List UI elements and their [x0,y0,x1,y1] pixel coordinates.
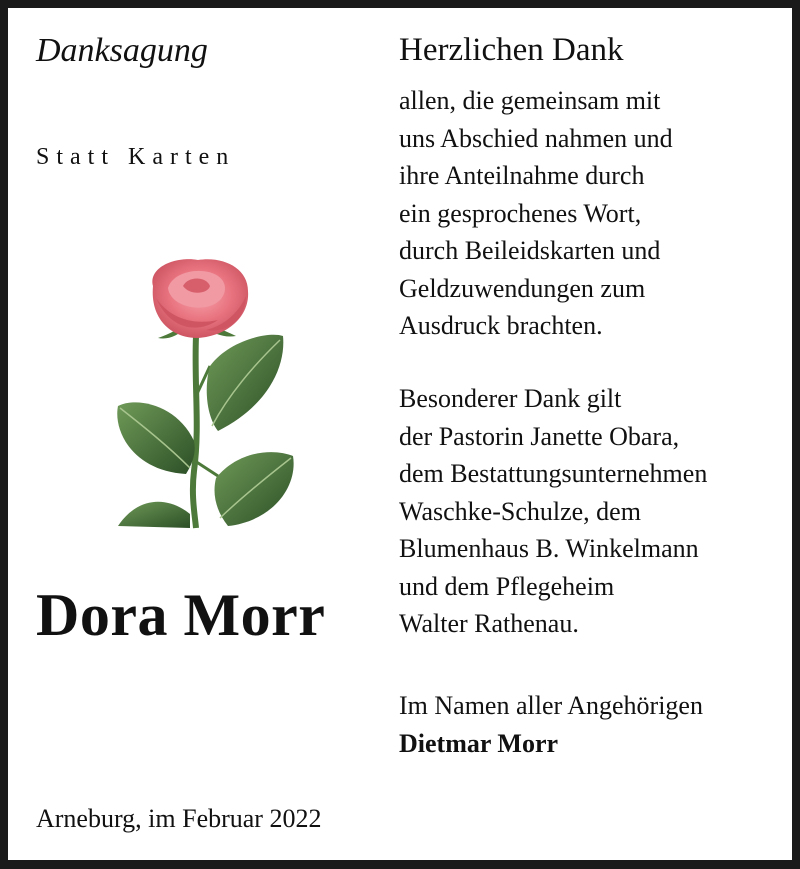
text-line: ihre Anteilnahme durch [399,161,645,190]
signer-name: Dietmar Morr [399,728,559,758]
text-line: uns Abschied nahmen und [399,123,673,153]
closing-line: Im Namen aller Angehörigen [399,691,703,720]
rose-icon [98,256,298,531]
text-line: Ausdruck brachten. [399,311,603,340]
obituary-notice [8,8,792,860]
text-line: ein gesprochenes Wort, [399,198,642,228]
thanks-heading: Herzlichen Dank [399,32,624,68]
statt-karten-label: Statt Karten [36,144,236,170]
text-line: und dem Pflegeheim [399,571,615,601]
text-line: Walter Rathenau. [399,609,579,638]
text-line: Waschke-Schulze, dem [399,496,641,526]
deceased-name: Dora Morr [36,582,326,648]
text-line: der Pastorin Janette Obara, [399,421,680,451]
thanks-paragraph [399,82,673,345]
text-line: Geldzuwendungen zum [399,273,646,303]
signature-block [399,687,703,762]
text-line: durch Beileidskarten und [399,236,661,265]
text-line: dem Bestattungsunternehmen [399,459,708,488]
special-thanks-paragraph [399,380,707,643]
text-line: Besonderer Dank gilt [399,384,622,413]
text-line: allen, die gemeinsam mit [399,86,661,115]
place-and-date: Arneburg, im Februar 2022 [36,804,322,833]
danksagung-heading: Danksagung [36,32,208,69]
text-line: Blumenhaus B. Winkelmann [399,534,699,563]
